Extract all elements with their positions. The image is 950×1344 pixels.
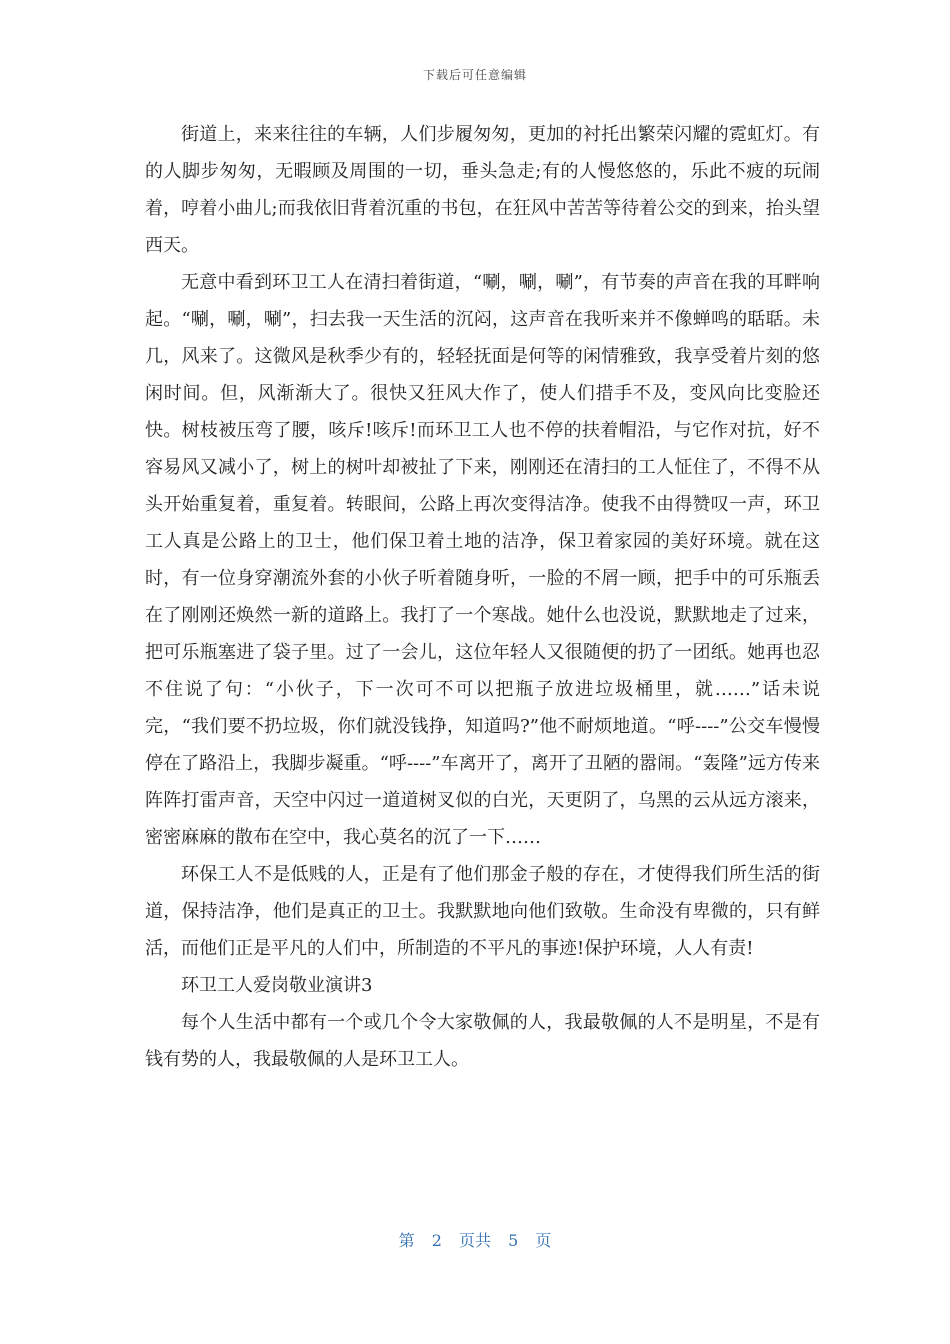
paragraph-sweeper-story: 无意中看到环卫工人在清扫着街道，“唰，唰，唰”，有节奏的声音在我的耳畔响起。“唰，唰，唰”，扫去我一天生活的沉闷，这声音在我听来并不像蝉鸣的聒聒。未几，风来了。这微风是秋季少有的，轻轻抚面是何等的闲情雅致，我享受着片刻的悠闲时间。但，风渐渐大了。很快又狂风大作了，使人们措手不及，变风向比变脸还快。树枝被压弯了腰，咳斥!咳斥!而环卫工人也不停的扶着帽沿，与它作对抗，好不容易风又减小了，树上的树叶却被扯了下来，刚刚还在清扫的工人怔住了，不得不从头开始重复着，重复着。转眼间，公路上再次变得洁净。使我不由得赞叹一声，环卫工人真是公路上的卫士，他们保卫着土地的洁净，保卫着家园的美好环境。就在这时，有一位身穿潮流外套的小伙子听着随身听，一脸的不屑一顾，把手中的可乐瓶丢在了刚刚还焕然一新的道路上。我打了一个寒战。她什么也没说，默默地走了过来，把可乐瓶塞进了袋子里。过了一会儿，这位年轻人又很随便的扔了一团纸。她再也忍不住说了句：“小伙子，下一次可不可以把瓶子放进垃圾桶里，就……”话未说完，“我们要不扔垃圾，你们就没钱挣，知道吗?”他不耐烦地道。“呼----”公交车慢慢停在了路沿上，我脚步凝重。“呼----”车离开了，离开了丑陋的嚣闹。“轰隆”远方传来阵阵打雷声音，天空中闪过一道道树叉似的白光，天更阴了，乌黑的云从远方滚来，密密麻麻的散布在空中，我心莫名的沉了一下…… [145,272,820,848]
document-body [145,116,820,1078]
section-heading: 环卫工人爱岗敬业演讲3 [181,975,373,996]
paragraph-admiration: 每个人生活中都有一个或几个令大家敬佩的人，我最敬佩的人不是明星，不是有钱有势的人，我最敬佩的人是环卫工人。 [145,1012,820,1070]
paragraph-street: 街道上，来来往往的车辆，人们步履匆匆，更加的衬托出繁荣闪耀的霓虹灯。有的人脚步匆匆，无暇顾及周围的一切，垂头急走;有的人慢悠悠的，乐此不疲的玩闹着，哼着小曲儿;而我依旧背着沉重的书包，在狂风中苦苦等待着公交的到来，抬头望西天。 [145,124,820,256]
page-header: 下载后可任意编辑 [422,68,527,82]
page-footer: 第 2 页共 5 页 [398,1231,552,1250]
paragraph-tribute: 环保工人不是低贱的人，正是有了他们那金子般的存在，才使得我们所生活的街道，保持洁净，他们是真正的卫士。我默默地向他们致敬。生命没有卑微的，只有鲜活，而他们正是平凡的人们中，所制造的不平凡的事迹!保护环境，人人有责! [145,864,820,959]
